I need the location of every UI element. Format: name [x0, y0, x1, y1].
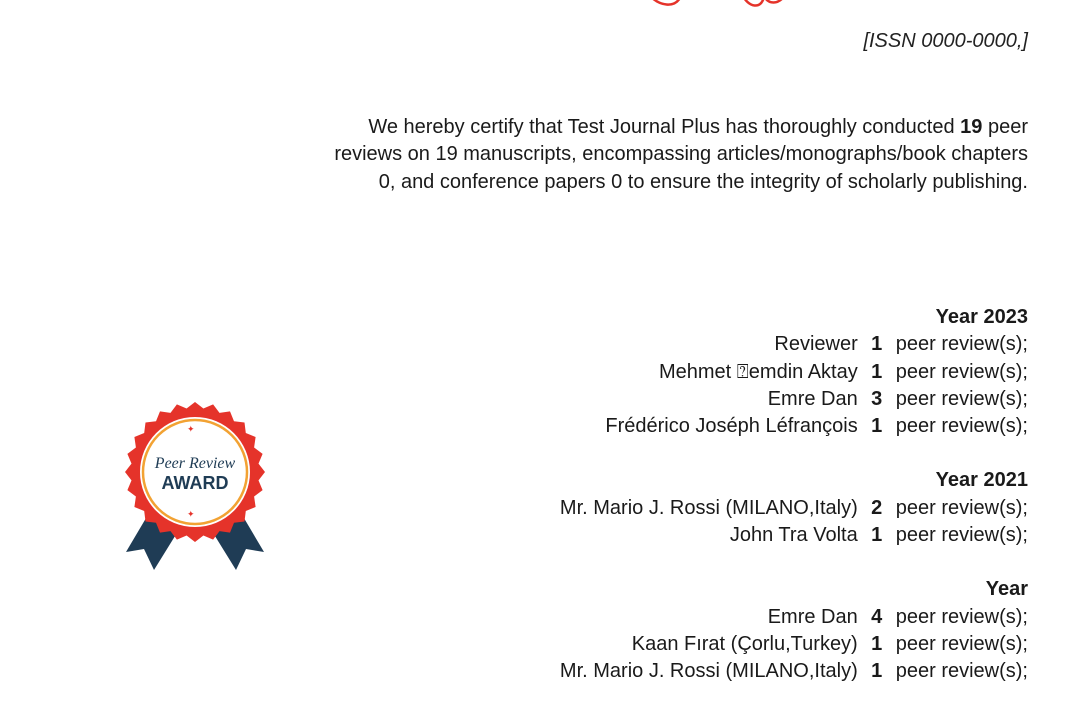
reviewer-name: John Tra Volta — [729, 524, 858, 547]
badge-script-text: Peer Review — [154, 455, 236, 472]
peer-review-award-badge-icon — [122, 400, 268, 576]
reviewer-name: Reviewer — [774, 333, 858, 356]
year-group — [560, 576, 1028, 685]
reviewer-name: Frédérico Joséph Léfrançois — [605, 415, 858, 438]
reviewer-row — [560, 495, 1028, 522]
svg-text:✦: ✦ — [187, 510, 195, 520]
review-label: peer review(s); — [895, 360, 1028, 383]
reviewer-row — [560, 631, 1028, 658]
reviewer-name: Emre Dan — [767, 387, 858, 410]
reviewer-name: Mr. Mario J. Rossi (MILANO,Italy) — [559, 496, 858, 519]
reviewer-name: Kaan Fırat (Çorlu,Turkey) — [631, 632, 858, 655]
review-label: peer review(s); — [895, 524, 1028, 547]
svg-text:✦: ✦ — [187, 425, 195, 435]
review-count: 2 — [871, 496, 883, 519]
review-label: peer review(s); — [895, 632, 1028, 655]
reviewer-name: Mr. Mario J. Rossi (MILANO,Italy) — [559, 660, 858, 683]
yearly-reviews — [560, 304, 1028, 713]
reviewer-row — [605, 359, 1028, 386]
review-count: 1 — [871, 660, 883, 683]
reviewer-table — [560, 604, 1028, 686]
review-label: peer review(s); — [895, 605, 1028, 628]
year-heading: Year — [985, 578, 1028, 601]
review-label: peer review(s); — [895, 333, 1028, 356]
total-reviews-count: 19 — [960, 116, 983, 138]
review-label: peer review(s); — [895, 496, 1028, 519]
year-heading: Year 2023 — [935, 306, 1028, 328]
certification-statement — [328, 114, 1028, 196]
year-group — [560, 304, 1028, 440]
year-group — [560, 467, 1028, 549]
review-label: peer review(s); — [895, 387, 1028, 410]
review-count: 1 — [871, 632, 883, 655]
review-count: 1 — [871, 524, 883, 547]
review-count: 3 — [871, 387, 883, 410]
certification-text-start: We hereby certify that Test Journal Plus has thoroughly conducted — [368, 116, 961, 138]
review-count: 1 — [871, 360, 883, 383]
year-heading: Year 2021 — [935, 469, 1028, 492]
reviewer-row — [605, 386, 1028, 413]
certification-text-end: peer reviews on 19 manuscripts, encompassing articles/monographs/book chapters 0, and conference papers 0 to ensure the integrity of scholarly publishing. — [334, 116, 1028, 193]
reviewer-row — [560, 522, 1028, 549]
reviewer-row — [560, 604, 1028, 631]
reviewer-table — [560, 495, 1028, 550]
reviewer-row — [605, 331, 1028, 358]
review-count: 1 — [871, 415, 883, 438]
script-title-flourish — [640, 0, 810, 18]
reviewer-name: Mehmet ⍰emdin Aktay — [658, 360, 858, 383]
review-count: 1 — [871, 333, 883, 356]
review-label: peer review(s); — [895, 415, 1028, 438]
reviewer-name: Emre Dan — [767, 605, 858, 628]
review-label: peer review(s); — [895, 660, 1028, 683]
reviewer-row — [605, 413, 1028, 440]
badge-award-text: AWARD — [161, 473, 229, 493]
review-count: 4 — [871, 605, 883, 628]
reviewer-table — [605, 331, 1028, 440]
issn-line: [ISSN 0000-0000,] — [863, 30, 1028, 52]
reviewer-row — [560, 658, 1028, 685]
